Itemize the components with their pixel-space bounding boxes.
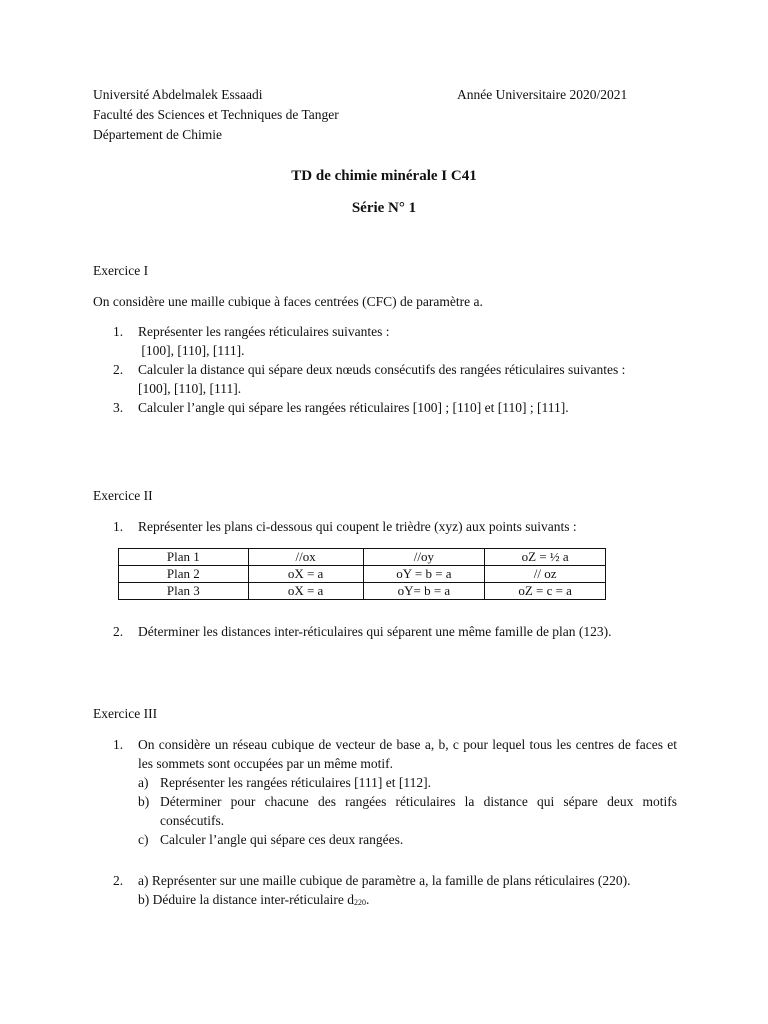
item-rows: [100], [110], [111]. (138, 381, 242, 396)
table-cell: oY = b = a (363, 566, 485, 583)
list-item (93, 871, 677, 912)
series-title: Série N° 1 (351, 200, 417, 216)
item-number: 3. (113, 400, 124, 415)
item-text: Calculer l’angle qui sépare les rangées réticulaires [100] ; [110] et [110] ; [111]. (138, 400, 569, 415)
table-cell: Plan 3 (119, 583, 249, 600)
item-number: 2. (113, 362, 124, 377)
document-title: TD de chimie minérale I C41 (291, 168, 477, 184)
sub-item-letter: c) (138, 832, 149, 847)
table-cell: Plan 2 (119, 566, 249, 583)
list-item (93, 360, 677, 398)
item-text-b-end: . (366, 892, 370, 907)
sub-item (138, 773, 677, 792)
table-cell: oY= b = a (363, 583, 485, 600)
item-rows: [100], [110], [111]. (138, 343, 245, 358)
table-row (119, 583, 606, 600)
table-cell: // oz (485, 566, 606, 583)
exercise-3-heading: Exercice III (93, 706, 158, 721)
faculty-name: Faculté des Sciences et Techniques de Tanger (93, 107, 339, 122)
item-number: 1. (113, 737, 124, 752)
table-row (119, 549, 606, 566)
sub-item-text: Calculer l’angle qui sépare ces deux rangées. (160, 832, 404, 847)
item-number: 2. (113, 624, 124, 639)
item-number: 1. (113, 519, 124, 534)
table-cell: oZ = c = a (485, 583, 606, 600)
item-text: Représenter les plans ci-dessous qui coupent le trièdre (xyz) aux points suivants : (138, 519, 577, 534)
table-cell: //ox (248, 549, 363, 566)
item-text: On considère un réseau cubique de vecteur de base a, b, c pour lequel tous les centres de faces et les sommets sont occupées par un même motif. (138, 737, 677, 771)
table-cell: //oy (363, 549, 485, 566)
sub-item (138, 830, 677, 849)
planes-table (118, 548, 606, 600)
sub-item-text: Représenter les rangées réticulaires [111] et [112]. (160, 775, 432, 790)
exercise-1-intro: On considère une maille cubique à faces centrées (CFC) de paramètre a. (93, 294, 483, 309)
exercise-1-list (93, 322, 677, 417)
list-item (93, 735, 677, 849)
item-text: Déterminer les distances inter-réticulaires qui séparent une même famille de plan (123). (138, 624, 612, 639)
exercise-2-list-2 (93, 622, 677, 641)
table-cell: oX = a (248, 566, 363, 583)
list-item (93, 622, 677, 641)
exercise-3-list-1 (93, 735, 677, 849)
item-text-a: a) Représenter sur une maille cubique de paramètre a, la famille de plans réticulaires (220). (138, 873, 631, 888)
item-text-b-main: b) Déduire la distance inter-réticulaire d (138, 892, 354, 907)
d-subscript: 220 (354, 898, 366, 907)
university-name: Université Abdelmalek Essaadi (93, 87, 263, 102)
item-text: Représenter les rangées réticulaires suivantes : (138, 324, 390, 339)
list-item (93, 322, 677, 360)
table-cell: Plan 1 (119, 549, 249, 566)
item-number: 2. (113, 873, 124, 888)
academic-year: Année Universitaire 2020/2021 (457, 87, 628, 102)
list-item (93, 517, 677, 536)
exercise-3-list-2 (93, 871, 677, 912)
item-number: 1. (113, 324, 124, 339)
sub-item-letter: a) (138, 775, 149, 790)
item-text: Calculer la distance qui sépare deux nœuds consécutifs des rangées réticulaires suivantes : (138, 362, 626, 377)
exercise-1-heading: Exercice I (93, 263, 149, 278)
department-name: Département de Chimie (93, 127, 222, 142)
list-item (93, 398, 677, 417)
sub-item-letter: b) (138, 794, 150, 809)
institution-header (93, 85, 339, 145)
sub-item-text: Déterminer pour chacune des rangées réticulaires la distance qui sépare deux motifs consécutifs. (160, 794, 677, 828)
table-cell: oX = a (248, 583, 363, 600)
table-cell: oZ = ½ a (485, 549, 606, 566)
exercise-2-list-1 (93, 517, 677, 536)
sub-item (138, 792, 677, 830)
item-text-b (138, 890, 677, 912)
table-row (119, 566, 606, 583)
exercise-2-heading: Exercice II (93, 488, 153, 503)
